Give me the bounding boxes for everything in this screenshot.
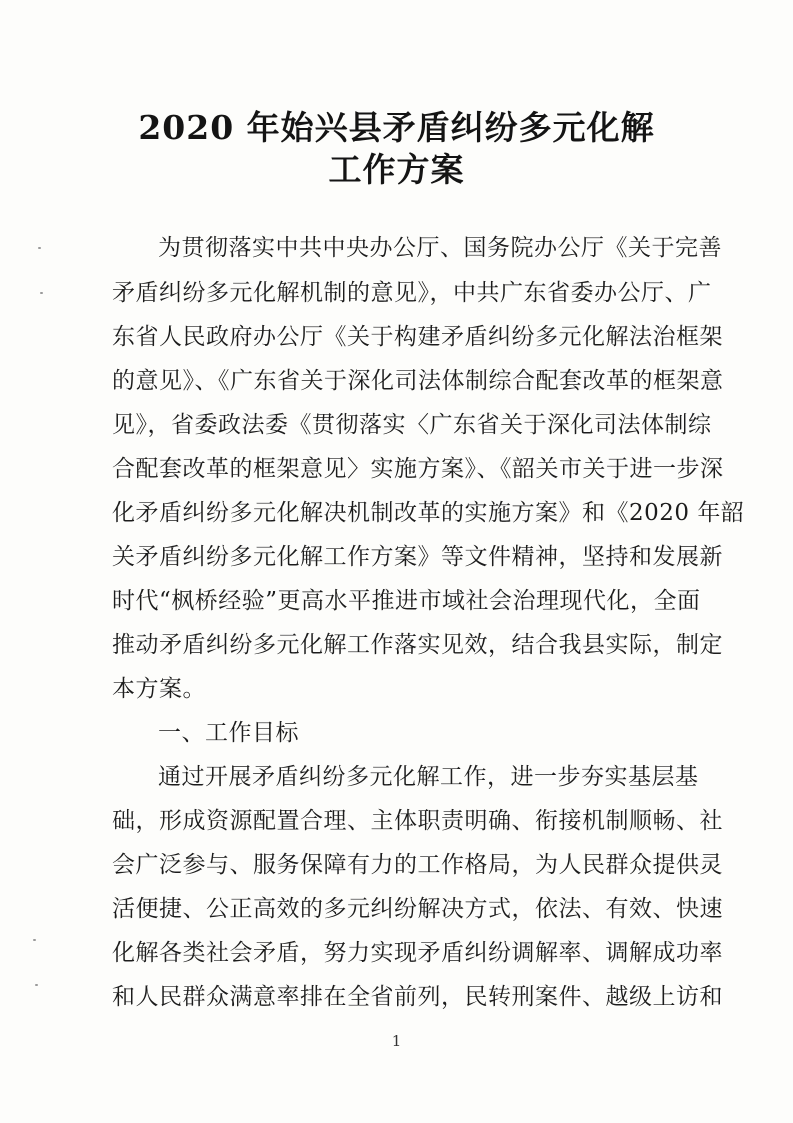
body-line: 关矛盾纠纷多元化解工作方案》等文件精神，坚持和发展新 [112, 544, 723, 570]
body-line: 时代“枫桥经验”更高水平推进市域社会治理现代化，全面 [112, 588, 701, 614]
body-line: 和人民群众满意率排在全省前列，民转刑案件、越级上访和 [112, 984, 723, 1010]
body-line: 化矛盾纠纷多元化解决机制改革的实施方案》和《2020 年韶 [112, 500, 745, 526]
scan-speck [33, 939, 36, 941]
scan-speck [40, 292, 43, 294]
body-line: 化解各类社会矛盾，努力实现矛盾纠纷调解率、调解成功率 [112, 940, 723, 966]
section-heading: 一、工作目标 [158, 720, 299, 746]
scan-speck [35, 984, 38, 986]
body-line: 活便捷、公正高效的多元纠纷解决方式，依法、有效、快速 [112, 896, 723, 922]
body-line: 的意见》、《广东省关于深化司法体制综合配套改革的框架意 [112, 368, 724, 394]
body-line: 础，形成资源配置合理、主体职责明确、衔接机制顺畅、社 [112, 808, 723, 834]
body-line: 见》，省委政法委《贯彻落实〈广东省关于深化司法体制综 [112, 412, 712, 438]
body-line: 矛盾纠纷多元化解机制的意见》，中共广东省委办公厅、广 [112, 280, 712, 306]
body-line: 本方案。 [112, 676, 206, 702]
body-line: 推动矛盾纠纷多元化解工作落实见效，结合我县实际，制定 [112, 632, 723, 658]
page-number: 1 [391, 1032, 402, 1050]
body-line: 为贯彻落实中共中央办公厅、国务院办公厅《关于完善 [158, 235, 722, 261]
body-line: 东省人民政府办公厅《关于构建矛盾纠纷多元化解法治框架 [112, 324, 723, 350]
document-title-line-2: 工作方案 [328, 150, 465, 189]
body-line: 合配套改革的框架意见〉实施方案》、《韶关市关于进一步深 [112, 456, 724, 482]
scan-speck [38, 247, 41, 249]
body-line: 会广泛参与、服务保障有力的工作格局，为人民群众提供灵 [112, 852, 723, 878]
body-line: 通过开展矛盾纠纷多元化解工作，进一步夯实基层基 [158, 764, 699, 790]
document-title-line-1: 2020 年始兴县矛盾纠纷多元化解 [138, 108, 655, 147]
